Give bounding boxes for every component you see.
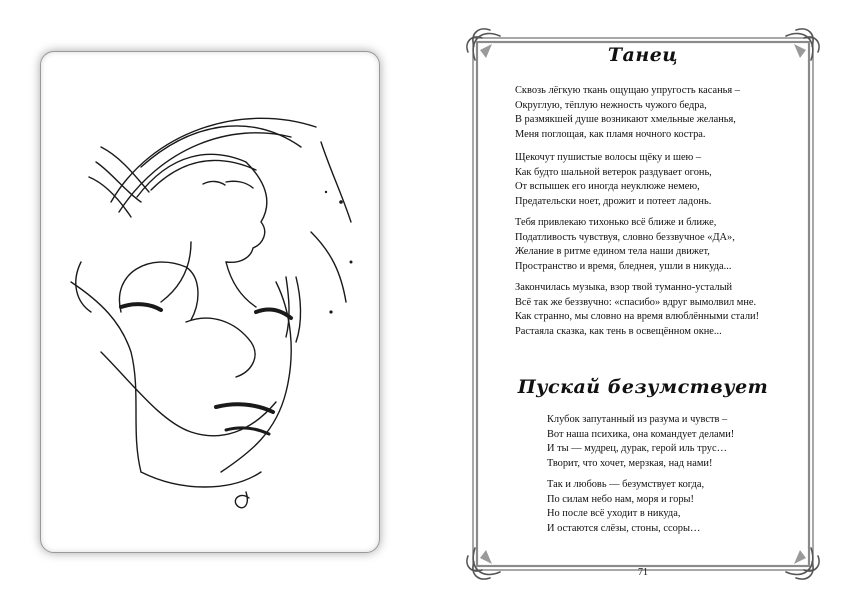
poem-title-let-it-rage: Пускай безумствует: [517, 376, 769, 398]
poem-line: Всё так же беззвучно: «спасибо» вдруг вымолвил мне.: [515, 296, 757, 308]
poem-line: Закончилась музыка, взор твой туманно-усталый: [515, 282, 733, 293]
stanza: [515, 84, 740, 142]
poem-line: Так и любовь — безумствует когда,: [547, 479, 705, 490]
right-page: [430, 0, 856, 607]
poem-line: Податливость чувствуя, словно беззвучное «ДА»,: [515, 231, 735, 243]
poem-line: По силам небо нам, моря и горы!: [547, 493, 694, 505]
poem-line: Вот наша психика, она командует делами!: [547, 428, 735, 440]
poem-line: От вспышек его иногда неуклюже немею,: [515, 181, 700, 193]
poem-line: Желание в ритме едином тела наши движет,: [515, 246, 710, 258]
illustration-frame: [40, 51, 380, 553]
poem-line: Предательски ноет, дрожит и потеет ладонь.: [515, 195, 712, 207]
stanza: [547, 413, 734, 471]
poem-line: Но после всё уходит в никуда,: [547, 508, 681, 520]
poem-line: И остаются слёзы, стоны, ссоры…: [547, 522, 701, 534]
poem-title-dance: Танец: [607, 44, 679, 66]
poem-line: Меня поглощая, как пламя ночного костра.: [515, 128, 706, 140]
stanza: [515, 281, 759, 339]
poem-line: Округлую, тёплую нежность чужого бедра,: [515, 99, 707, 111]
poem-line: Тебя привлекаю тихонько всё ближе и ближе,: [515, 217, 717, 228]
stanza: [515, 151, 712, 209]
poem-line: Как странно, мы словно на время влюблёнными стали!: [515, 311, 760, 323]
stanza: [515, 216, 735, 274]
poem-line: В размякшей душе возникают хмельные желанья,: [515, 114, 736, 126]
line-art-illustration: [41, 52, 379, 552]
poem-line: Сквозь лёгкую ткань ощущаю упругость касанья –: [515, 85, 740, 96]
poem-line: Щекочут пушистые волосы щёку и шею –: [515, 152, 702, 163]
poem-line: Как будто шальной ветерок раздувает огонь,: [515, 166, 712, 178]
poem-line: Растаяла сказка, как тень в освещённом окне...: [515, 325, 722, 337]
poem-line: Творит, что хочет, мерзкая, над нами!: [547, 457, 713, 469]
page-number: 71: [638, 567, 648, 578]
poem-line: И ты — мудрец, дурак, герой иль трус…: [547, 443, 727, 455]
poem-line: Пространство и время, бледнея, ушли в никуда...: [515, 260, 732, 272]
left-page: [0, 0, 420, 607]
poem-line: Клубок запутанный из разума и чувств –: [547, 414, 728, 425]
stanza: [547, 478, 704, 536]
